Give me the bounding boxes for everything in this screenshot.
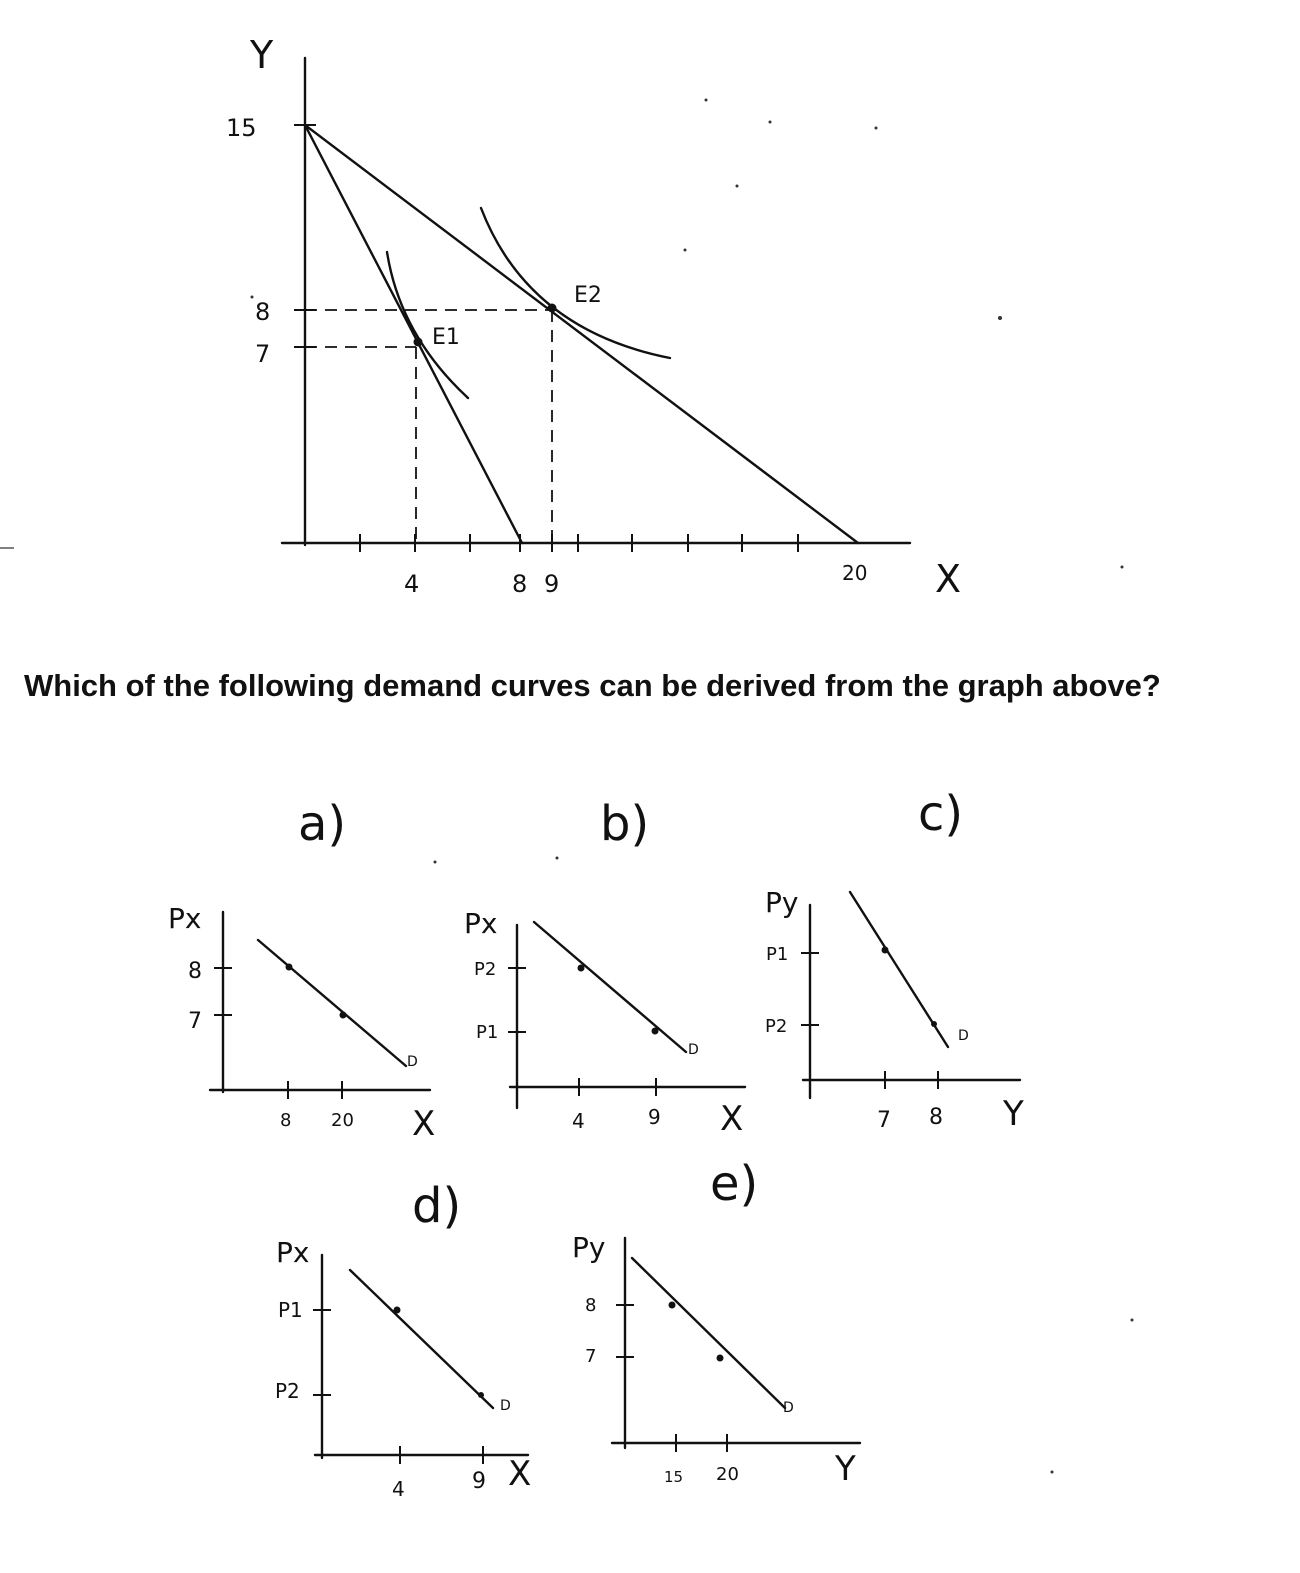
option-b-x-label: X — [720, 1099, 744, 1139]
point-e1-label: E1 — [432, 325, 460, 350]
option-d-graph — [275, 1178, 531, 1501]
option-b-y-tick-2: P1 — [476, 1022, 499, 1043]
x-tick-label-4: 4 — [404, 570, 420, 598]
main-graph — [226, 33, 961, 601]
option-e-curve-label: D — [783, 1400, 794, 1416]
option-b-graph — [464, 796, 745, 1139]
point-e1 — [414, 338, 423, 347]
option-e-x-tick-2: 20 — [716, 1464, 739, 1485]
option-d-x-label: X — [508, 1454, 532, 1494]
option-c-x-tick-2: 8 — [929, 1105, 943, 1130]
option-d-y-label: Px — [276, 1236, 310, 1269]
option-c-letter: c) — [918, 786, 964, 842]
option-d-y-tick-2: P2 — [275, 1379, 300, 1403]
option-d-x-tick-1: 4 — [392, 1477, 405, 1501]
main-y-axis-label: Y — [250, 33, 274, 77]
option-b-y-label: Px — [464, 907, 498, 940]
option-c-y-tick-1: P1 — [766, 944, 789, 965]
option-b-x-tick-1: 4 — [572, 1109, 585, 1133]
x-tick-label-9: 9 — [544, 570, 560, 598]
option-b-x-tick-2: 9 — [648, 1105, 661, 1129]
option-d-letter: d) — [412, 1178, 462, 1234]
option-e-y-tick-2: 7 — [585, 1346, 597, 1367]
x-tick-label-20: 20 — [842, 561, 868, 585]
option-b-letter: b) — [600, 796, 650, 852]
option-a-y-label: Px — [168, 902, 202, 935]
option-c-curve-label: D — [958, 1028, 969, 1044]
option-b-curve-label: D — [688, 1042, 699, 1058]
y-tick-label-7: 7 — [255, 340, 271, 368]
option-a-curve-label: D — [407, 1054, 418, 1070]
option-e-graph — [572, 1156, 860, 1489]
budget-line-1 — [305, 125, 522, 543]
option-c-x-tick-1: 7 — [877, 1108, 891, 1133]
option-e-demand-curve — [632, 1258, 785, 1408]
budget-line-2 — [305, 125, 858, 543]
option-d-curve-label: D — [500, 1398, 511, 1414]
option-d-y-tick-1: P1 — [278, 1298, 303, 1322]
y-tick-label-8: 8 — [255, 298, 271, 326]
option-d-demand-curve — [350, 1270, 493, 1408]
y-tick-label-15: 15 — [226, 114, 257, 142]
option-c-graph — [765, 786, 1024, 1134]
option-a-letter: a) — [298, 796, 347, 852]
option-a-x-tick-2: 20 — [331, 1110, 354, 1131]
option-c-x-label: Y — [1003, 1094, 1024, 1134]
option-a-y-tick-2: 7 — [188, 1009, 202, 1034]
point-e2 — [548, 304, 557, 313]
option-e-y-tick-1: 8 — [585, 1295, 597, 1316]
question-text: Which of the following demand curves can be derived from the graph above? — [24, 668, 1161, 703]
option-a-y-tick-1: 8 — [188, 959, 202, 984]
option-a-demand-curve — [258, 940, 406, 1066]
scan-specks — [251, 99, 1134, 1474]
option-e-x-label: Y — [835, 1449, 856, 1489]
option-d-x-tick-2: 9 — [472, 1469, 486, 1494]
option-a-graph — [168, 796, 435, 1144]
x-tick-label-8: 8 — [512, 570, 528, 598]
main-x-axis-label: X — [935, 557, 962, 601]
option-e-x-tick-1: 15 — [664, 1468, 684, 1486]
point-e2-label: E2 — [574, 283, 602, 308]
option-c-y-tick-2: P2 — [765, 1016, 788, 1037]
option-c-y-label: Py — [765, 886, 799, 919]
option-b-y-tick-1: P2 — [474, 959, 497, 980]
option-e-y-label: Py — [572, 1231, 606, 1264]
option-a-x-tick-1: 8 — [280, 1110, 292, 1131]
option-a-x-label: X — [412, 1104, 436, 1144]
option-b-demand-curve — [534, 922, 686, 1052]
option-e-letter: e) — [710, 1156, 759, 1212]
